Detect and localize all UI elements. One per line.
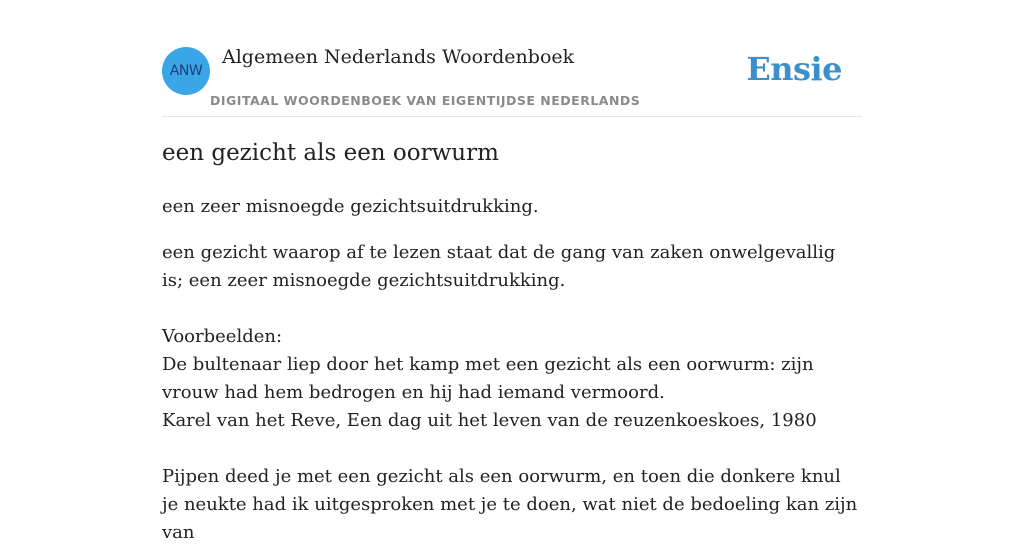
entry-title: een gezicht als een oorwurm <box>162 140 499 166</box>
examples-label: Voorbeelden: <box>162 326 283 347</box>
definition-text: een gezicht waarop af te lezen staat dat de gang van zaken onwelgevallig is; een zeer misnoegde gezichtsuitdrukking. <box>162 242 836 291</box>
site-header <box>162 0 862 117</box>
spacer <box>162 435 862 463</box>
page-container <box>162 0 862 543</box>
site-title[interactable]: Algemeen Nederlands Woordenboek <box>222 46 575 68</box>
anw-logo[interactable]: ANW <box>162 47 210 95</box>
ensie-logo[interactable]: Ensie <box>746 50 842 88</box>
example-text: De bultenaar liep door het kamp met een gezicht als een oorwurm: zijn vrouw had hem bedrogen en hij had iemand vermoord. <box>162 354 814 403</box>
spacer <box>162 295 862 323</box>
site-subtitle: DIGITAAL WOORDENBOEK VAN EIGENTIJDSE NEDERLANDS <box>210 93 641 108</box>
example-text: Pijpen deed je met een gezicht als een oorwurm, en toen die donkere knul je neukte had ik uitgesproken met je te doen, wat niet de bedoeling kan zijn van <box>162 466 858 543</box>
example-source: Karel van het Reve, Een dag uit het leven van de reuzenkoeskoes, 1980 <box>162 410 817 431</box>
short-definition: een zeer misnoegde gezichtsuitdrukking. <box>162 196 539 217</box>
full-definition <box>162 239 862 547</box>
